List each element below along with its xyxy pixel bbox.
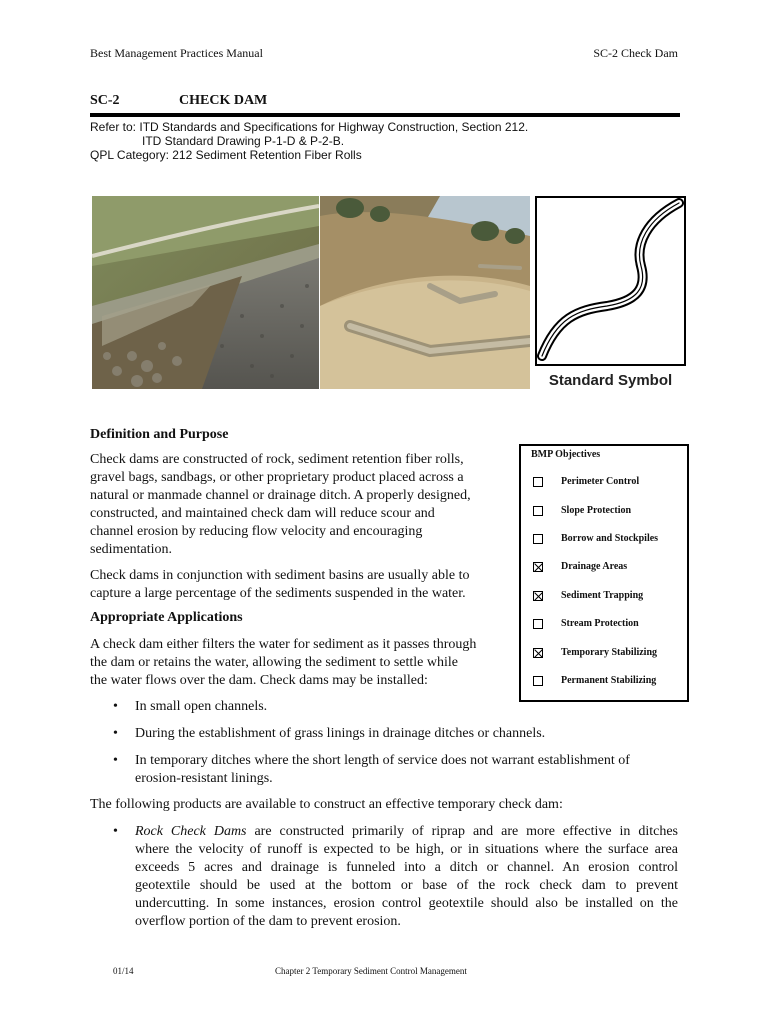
bmp-item-borrow-and-stockpiles xyxy=(533,533,658,544)
text-line: where the velocity of runoff is expected to be high, or in situations where the surface area xyxy=(135,842,678,857)
bmp-item-label: Stream Protection xyxy=(561,618,639,629)
bmp-item-label: Sediment Trapping xyxy=(561,590,644,601)
running-header-left: Best Management Practices Manual xyxy=(90,46,263,60)
footer-chapter: Chapter 2 Temporary Sediment Control Management xyxy=(275,966,467,976)
checkbox-icon xyxy=(533,676,543,686)
text-line: exceeds 5 acres and drainage is funneled into a ditch or channel. An erosion control xyxy=(135,860,678,875)
bmp-item-label: Slope Protection xyxy=(561,505,632,516)
checked-box-icon xyxy=(533,562,543,572)
text-line: sedimentation. xyxy=(90,542,173,557)
text-line: constructed, and maintained check dam will reduce scour and xyxy=(90,506,435,521)
photo-rock-check-dam xyxy=(92,196,319,389)
title-rule xyxy=(90,113,680,117)
bmp-item-label: Temporary Stabilizing xyxy=(561,647,658,658)
footer-date: 01/14 xyxy=(113,966,134,976)
text-line: Check dams are constructed of rock, sediment retention fiber rolls, xyxy=(90,452,464,467)
running-header-right: SC-2 Check Dam xyxy=(593,46,678,60)
reference-line-2: ITD Standard Drawing P-1-D & P-2-B. xyxy=(142,134,345,148)
text-line: the dam or retains the water, allowing the sediment to settle while xyxy=(90,655,458,670)
bmp-objectives-box xyxy=(519,444,689,702)
heading-definition: Definition and Purpose xyxy=(90,427,229,442)
check-dam-symbol-icon xyxy=(537,198,684,364)
standard-symbol-box xyxy=(535,196,686,366)
definition-paragraph-1 xyxy=(90,451,510,559)
text-line: the water flows over the dam. Check dams may be installed: xyxy=(90,673,428,688)
list-item: • In temporary ditches where the short length of service does not warrant establishment of erosion-resistant linings. xyxy=(135,752,685,788)
bmp-item-drainage-areas xyxy=(533,561,627,572)
rock-line-first xyxy=(135,823,678,841)
list-item: • During the establishment of grass linings in drainage ditches or channels. xyxy=(113,726,546,741)
bmp-objectives-title: BMP Objectives xyxy=(531,449,601,460)
text-line: are constructed primarily of riprap and are more effective in ditches xyxy=(246,824,678,839)
photo-fiber-roll-check-dams xyxy=(320,196,530,389)
bmp-item-label: Perimeter Control xyxy=(561,476,640,487)
checked-box-icon xyxy=(533,648,543,658)
checkbox-icon xyxy=(533,534,543,544)
bmp-item-slope-protection xyxy=(533,505,631,516)
list-item: • In small open channels. xyxy=(113,699,268,714)
checked-box-icon xyxy=(533,591,543,601)
text-line: A check dam either filters the water for sediment as it passes through xyxy=(90,637,477,652)
bmp-item-label: Permanent Stabilizing xyxy=(561,675,657,686)
list-item-text: During the establishment of grass linings in drainage ditches or channels. xyxy=(135,726,546,741)
text-line: geotextile should be used at the bottom or base of the rock check dam to prevent xyxy=(135,878,678,893)
text-line: natural or manmade channel or drainage ditch. A properly designed, xyxy=(90,488,471,503)
definition-paragraph-2 xyxy=(90,567,510,603)
bmp-item-label: Borrow and Stockpiles xyxy=(561,533,659,544)
bmp-item-temporary-stabilizing xyxy=(533,647,657,658)
rock-check-dams-term: Rock Check Dams xyxy=(135,824,247,839)
checkbox-icon xyxy=(533,506,543,516)
bmp-item-stream-protection xyxy=(533,618,639,629)
qpl-category: QPL Category: 212 Sediment Retention Fiber Rolls xyxy=(90,148,362,162)
text-line: channel erosion by reducing flow velocity and encouraging xyxy=(90,524,423,539)
list-item-text: In small open channels. xyxy=(135,699,268,714)
text-line: undercutting. In some instances, erosion control geotextile should also be installed on the xyxy=(135,896,678,911)
section-title: CHECK DAM xyxy=(179,93,268,108)
checkbox-icon xyxy=(533,619,543,629)
list-item-text: In temporary ditches where the short length of service does not warrant establishment of xyxy=(135,753,630,768)
standard-symbol-caption: Standard Symbol xyxy=(548,372,673,389)
section-code: SC-2 xyxy=(90,93,120,108)
text-line: gravel bags, sandbags, or other proprietary product placed across a xyxy=(90,470,464,485)
bmp-item-permanent-stabilizing xyxy=(533,675,656,686)
heading-applications: Appropriate Applications xyxy=(90,610,243,625)
text-line: capture a large percentage of the sediments suspended in the water. xyxy=(90,586,466,601)
list-item-text: erosion-resistant linings. xyxy=(135,771,273,786)
products-intro: The following products are available to construct an effective temporary check dam: xyxy=(90,797,563,812)
checkbox-icon xyxy=(533,477,543,487)
list-item-rock-check-dams: • Rock Check Dams are constructed primarily of riprap and are more effective in ditches where the velocity of runoff is expected to be high, or in situations where the surface area exceeds 5 acres and drainage is funneled into a ditch or channel. An erosion control geotextile should be used at the bottom or base of the rock check dam to prevent undercutting. In some instances, erosion control geotextile should also be installed on the overflow portion of the dam to prevent erosion. xyxy=(113,824,678,929)
text-line: Check dams in conjunction with sediment basins are usually able to xyxy=(90,568,470,583)
bmp-item-label: Drainage Areas xyxy=(561,561,628,572)
reference-line-1: Refer to: ITD Standards and Specifications for Highway Construction, Section 212. xyxy=(90,120,529,134)
text-line: overflow portion of the dam to prevent erosion. xyxy=(135,914,401,929)
applications-paragraph xyxy=(90,636,510,690)
bmp-item-perimeter-control xyxy=(533,476,639,487)
bmp-item-sediment-trapping xyxy=(533,590,643,601)
